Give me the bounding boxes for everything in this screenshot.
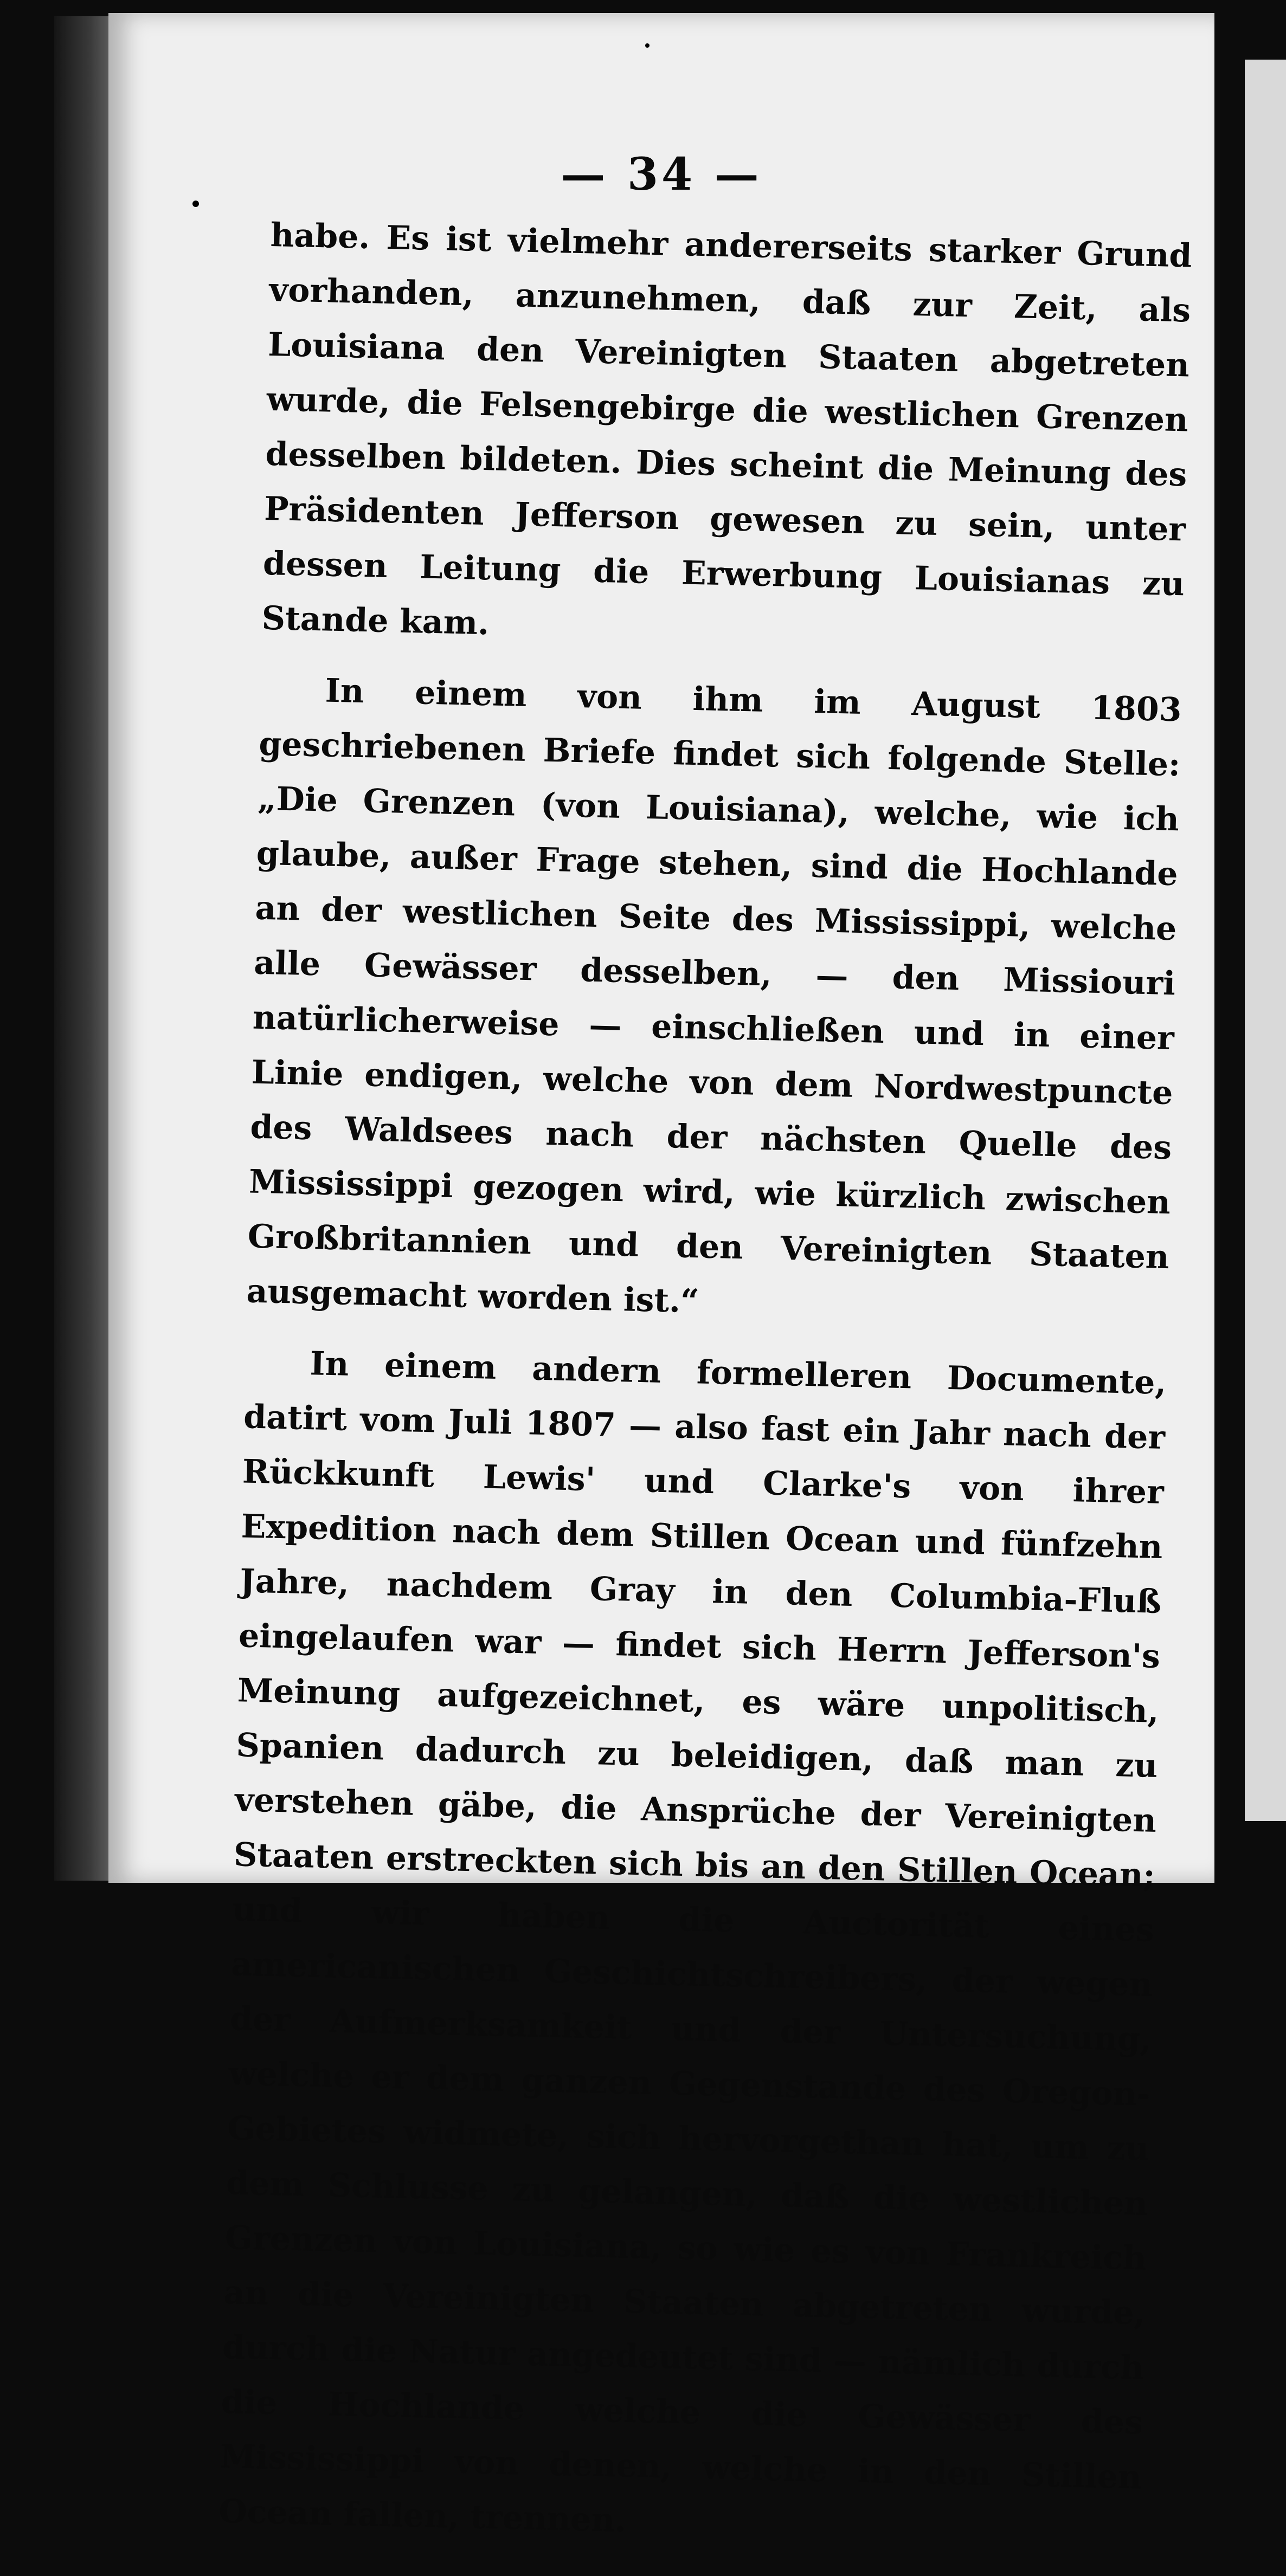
paragraph-3: In einem andern formelleren Documente, datirt vom Juli 1807 — also fast ein Jahr nach der Rückkunft Lewis' und Clarke's von ihrer Expedition nach dem Stillen Ocean und fünfzehn Jahre, nachdem Gray in den Columbia-Fluß eingelaufen war — findet sich Herrn Jefferson's Meinung aufgezeichnet, es wäre unpolitisch, Spanien dadurch zu beleidigen, daß man zu verstehen gäbe, die Ansprüche der Vereinigten Staaten erstreckten sich bis an den Stillen Ocean; und wir haben die Auctorität eines americanischen Geschichtschreibers, der wegen der Aufmerksamkeit und der Untersuchung, welche er dem ganzen Gegenstande des Oregon-Gebietes widmete, sich hervorgethan hat, um zu dem Schlusse zu gelangen, daß die westlichen Grenzen von Louisiana, so wie es von Frankreich an die Vereinigten Staaten abgetreten wurde, durch die Natur angedeutet sind — nämlich durch die Hochlande welche die Gewässer des Mississippi von denen, welche in den Stillen Ocean fallen, trennen. [218,1345,1167,2540]
page-body [218,208,1193,2576]
ink-speck [645,43,650,48]
book-page [108,13,1214,2540]
next-page-edge [1245,60,1286,1821]
ink-speck [192,201,199,207]
page-number: — 34 — [561,149,762,201]
paragraph-1: habe. Es ist vielmehr andererseits starker Grund vorhanden, anzunehmen, daß zur Zeit, als Louisiana den Vereinigten Staaten abgetreten wurde, die Felsengebirge die westlichen Grenzen desselben bildeten. Dies scheint die Meinung des Präsidenten Jefferson gewesen zu sein, unter dessen Leitung die Erwerbung Louisianas zu Stande kam. [261,216,1193,643]
paragraph-2: In einem von ihm im August 1803 geschriebenen Briefe findet sich folgende Stelle: „Die Grenzen (von Louisiana), welche, wie ich glaube, außer Frage stehen, sind die Hochlande an der westlichen Seite des Mississippi, welche alle Gewässer desselben, — den Missiouri natürlicherweise — einschließen und in einer Linie endigen, welche von dem Nordwestpuncte des Waldsees nach der nächsten Quelle des Mississippi gezogen wird, wie kürzlich zwischen Großbritannien und den Vereinigten Staaten ausgemacht worden ist.“ [246,672,1182,1321]
